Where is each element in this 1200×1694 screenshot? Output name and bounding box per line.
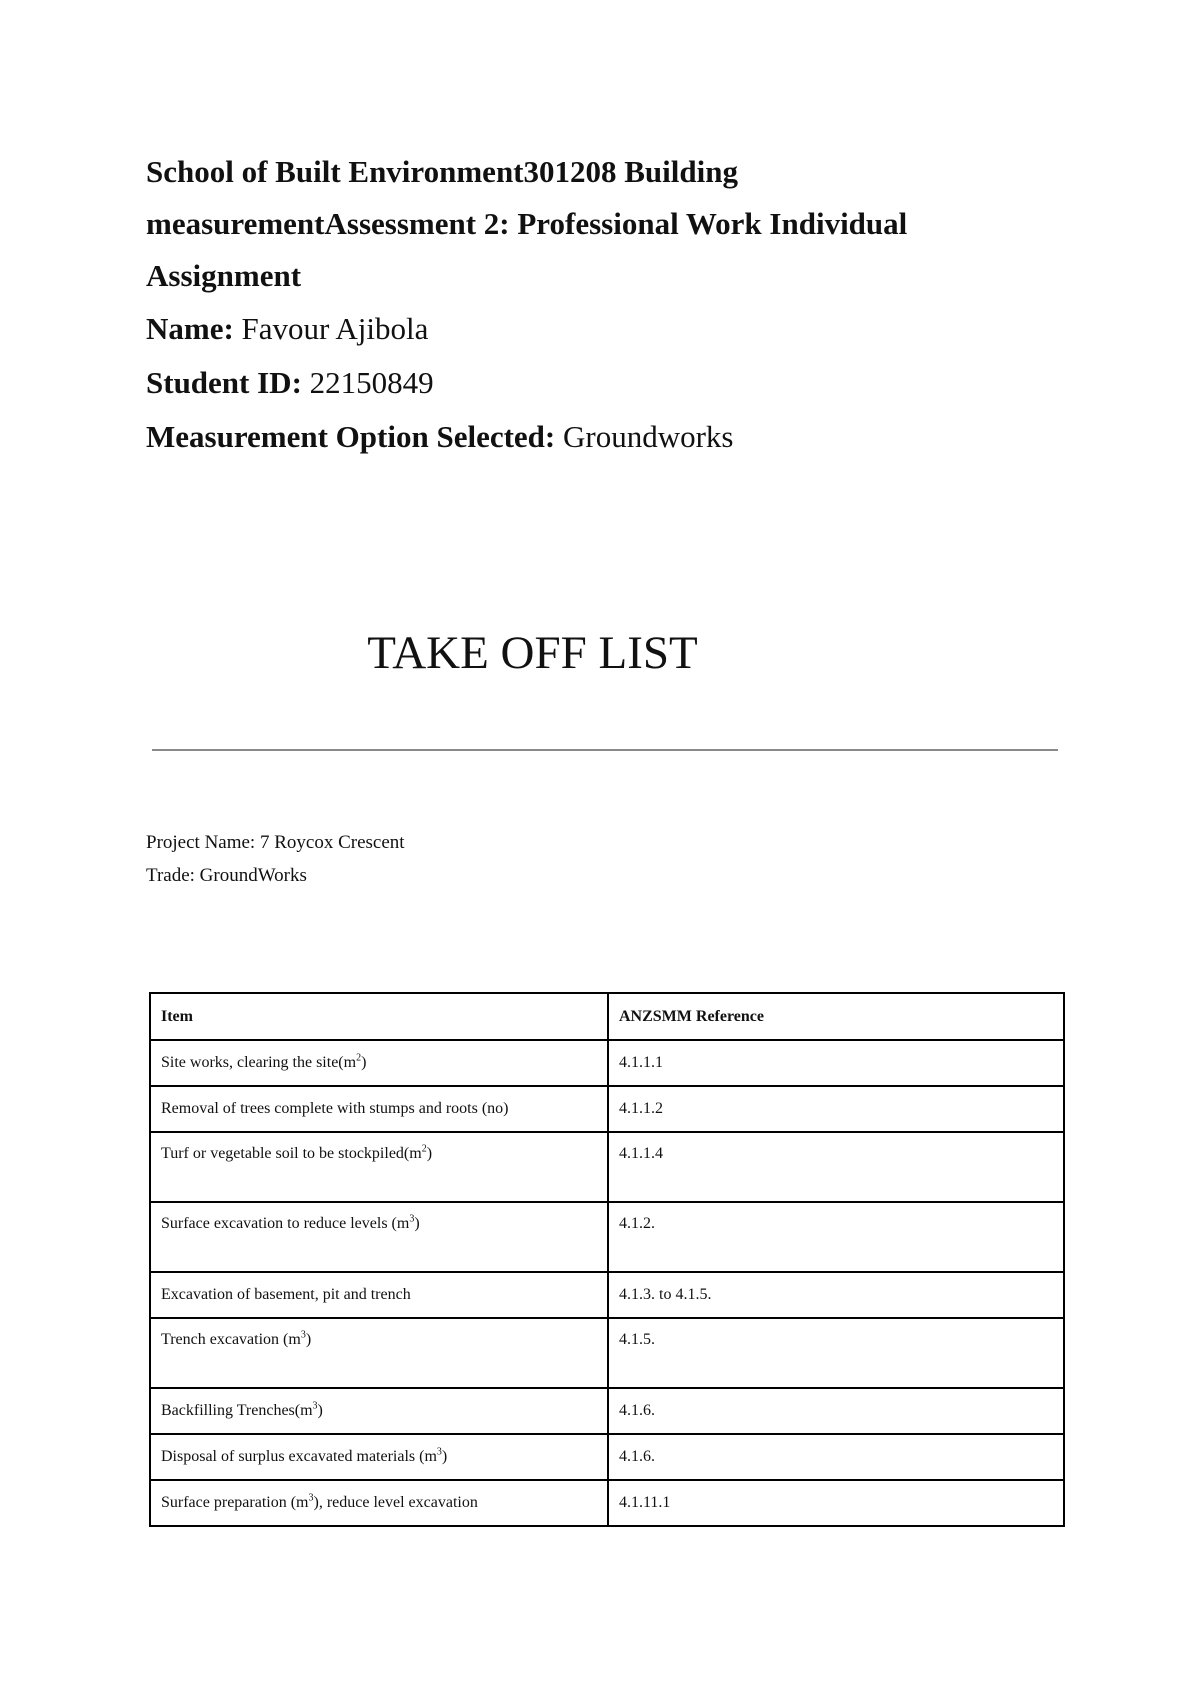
unit-superscript: 3	[300, 1329, 306, 1341]
student-id-label: Student ID:	[146, 365, 302, 400]
title-line-1: School of Built Environment301208 Building	[146, 154, 738, 189]
item-cell	[150, 1318, 608, 1388]
student-id-line	[146, 356, 1016, 410]
item-text: Site works, clearing the site(m	[161, 1054, 357, 1071]
item-cell	[150, 1086, 608, 1132]
item-text-tail: )	[361, 1054, 367, 1071]
table-row	[150, 1086, 1064, 1132]
student-id-value: 22150849	[301, 365, 434, 400]
take-off-table	[149, 992, 1065, 1527]
item-text: Turf or vegetable soil to be stockpiled(m	[161, 1145, 422, 1162]
horizontal-divider	[152, 749, 1058, 751]
name-value: Favour Ajibola	[233, 311, 429, 346]
table-row	[150, 1132, 1064, 1202]
table-row	[150, 1434, 1064, 1480]
item-text-tail: )	[305, 1331, 312, 1348]
reference-cell: 4.1.1.2	[608, 1086, 1064, 1132]
reference-cell: 4.1.6.	[608, 1434, 1064, 1480]
item-cell	[150, 1388, 608, 1434]
item-cell	[150, 1040, 608, 1086]
title-line-2: measurementAssessment 2: Professional Work Individual	[146, 206, 908, 241]
item-text: Surface preparation (m	[161, 1494, 309, 1511]
reference-cell: 4.1.2.	[608, 1202, 1064, 1272]
item-cell	[150, 1434, 608, 1480]
unit-superscript: 3	[308, 1492, 314, 1504]
table-row	[150, 1388, 1064, 1434]
take-off-list-heading: TAKE OFF LIST	[367, 627, 698, 679]
item-cell	[150, 1132, 608, 1202]
reference-cell: 4.1.6.	[608, 1388, 1064, 1434]
table-row	[150, 1318, 1064, 1388]
assignment-title	[146, 146, 1016, 302]
item-text: Backfilling Trenches(m	[161, 1402, 313, 1419]
item-text: Surface excavation to reduce levels (m	[161, 1215, 410, 1232]
item-text: Removal of trees complete with stumps and roots (no)	[161, 1100, 509, 1117]
item-text-tail: )	[426, 1145, 433, 1162]
table-row	[150, 1272, 1064, 1318]
table-row	[150, 1480, 1064, 1526]
trade-line: Trade: GroundWorks	[146, 865, 307, 886]
item-text: Trench excavation (m	[161, 1331, 301, 1348]
reference-cell: 4.1.1.1	[608, 1040, 1064, 1086]
unit-superscript: 2	[421, 1143, 427, 1155]
column-header-item: Item	[150, 993, 608, 1040]
item-text-tail: )	[317, 1402, 323, 1419]
title-line-3: Assignment	[146, 258, 302, 293]
reference-cell: 4.1.1.4	[608, 1132, 1064, 1202]
reference-cell: 4.1.5.	[608, 1318, 1064, 1388]
item-text-tail: ), reduce level excavation	[313, 1494, 478, 1511]
project-info	[146, 826, 405, 892]
item-text-tail: )	[441, 1448, 448, 1465]
unit-superscript: 2	[356, 1052, 362, 1064]
item-text-tail: )	[414, 1215, 420, 1232]
reference-cell: 4.1.3. to 4.1.5.	[608, 1272, 1064, 1318]
unit-superscript: 3	[409, 1213, 415, 1225]
unit-superscript: 3	[312, 1400, 318, 1412]
unit-superscript: 3	[436, 1446, 442, 1458]
measurement-option-line	[146, 410, 1016, 464]
table-row	[150, 1202, 1064, 1272]
item-cell	[150, 1202, 608, 1272]
table-header-row	[150, 993, 1064, 1040]
item-text: Excavation of basement, pit and trench	[161, 1286, 411, 1303]
item-text: Disposal of surplus excavated materials (m	[161, 1448, 437, 1465]
project-name-line: Project Name: 7 Roycox Crescent	[146, 832, 405, 853]
name-label: Name:	[146, 311, 234, 346]
document-header	[146, 146, 1016, 464]
measurement-option-label: Measurement Option Selected:	[146, 419, 556, 454]
name-line	[146, 302, 1016, 356]
reference-cell: 4.1.11.1	[608, 1480, 1064, 1526]
item-cell	[150, 1480, 608, 1526]
measurement-option-value: Groundworks	[555, 419, 734, 454]
item-cell	[150, 1272, 608, 1318]
column-header-reference: ANZSMM Reference	[608, 993, 1064, 1040]
table-row	[150, 1040, 1064, 1086]
